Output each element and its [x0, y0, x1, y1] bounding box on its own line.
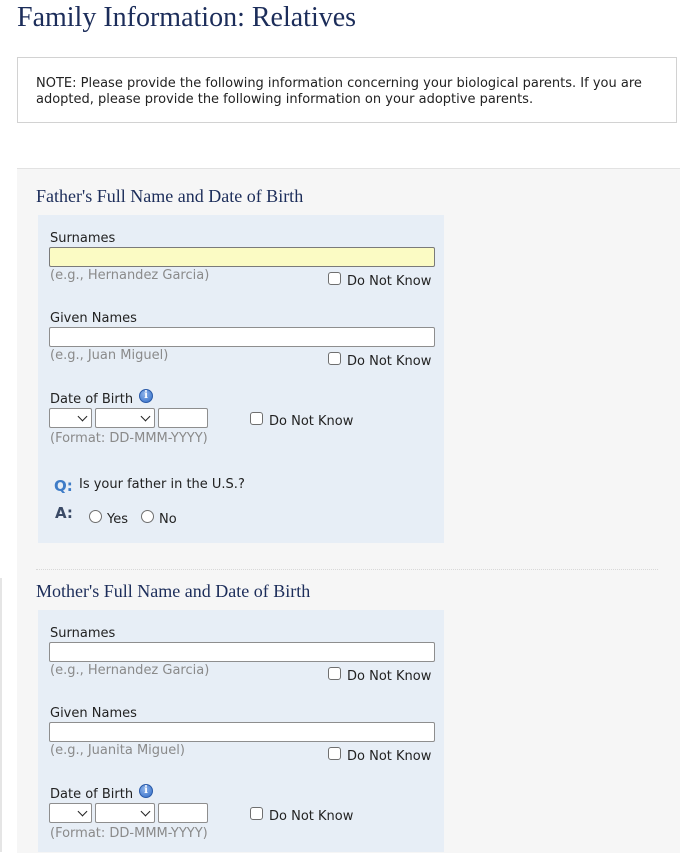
father-panel — [38, 215, 444, 543]
father-surnames-input[interactable] — [49, 247, 435, 267]
father-in-us-question: Is your father in the U.S.? — [79, 477, 245, 492]
chevron-down-icon — [78, 412, 88, 422]
father-in-us-yes-label: Yes — [107, 512, 128, 527]
father-given-do-not-know-label: Do Not Know — [347, 354, 432, 369]
father-surnames-label: Surnames — [50, 231, 116, 246]
chevron-down-icon — [141, 807, 151, 817]
left-edge-divider — [0, 578, 2, 852]
father-given-hint: (e.g., Juan Miguel) — [50, 348, 169, 363]
chevron-down-icon — [78, 807, 88, 817]
father-dob-month-select[interactable] — [95, 408, 155, 428]
mother-given-do-not-know-label: Do Not Know — [347, 749, 432, 764]
section-divider — [36, 569, 658, 570]
mother-given-names-input[interactable] — [49, 722, 435, 742]
father-dob-do-not-know-label: Do Not Know — [269, 414, 354, 429]
note-box — [17, 57, 677, 123]
father-dob-format: (Format: DD-MMM-YYYY) — [50, 431, 208, 446]
father-given-names-input[interactable] — [49, 327, 435, 347]
page-title: Family Information: Relatives — [17, 2, 357, 33]
note-text: NOTE: Please provide the following information concerning your biological parents. If you are adopted, please provide the following information on your adoptive parents. — [36, 76, 642, 107]
info-icon[interactable]: i — [139, 784, 153, 798]
mother-panel — [38, 610, 444, 852]
mother-dob-format: (Format: DD-MMM-YYYY) — [50, 826, 208, 841]
father-surnames-hint: (e.g., Hernandez Garcia) — [50, 268, 210, 283]
father-surnames-do-not-know-label: Do Not Know — [347, 274, 432, 289]
mother-given-hint: (e.g., Juanita Miguel) — [50, 743, 185, 758]
mother-given-do-not-know-checkbox[interactable] — [328, 747, 341, 760]
father-given-do-not-know-checkbox[interactable] — [328, 352, 341, 365]
father-in-us-no-label: No — [159, 512, 177, 527]
mother-surnames-hint: (e.g., Hernandez Garcia) — [50, 663, 210, 678]
father-heading: Father's Full Name and Date of Birth — [36, 186, 304, 206]
answer-a-label: A: — [55, 504, 73, 522]
father-dob-label: Date of Birth — [50, 392, 134, 407]
father-surnames-do-not-know-checkbox[interactable] — [328, 272, 341, 285]
question-q-label: Q: — [54, 477, 73, 495]
mother-surnames-input[interactable] — [49, 642, 435, 662]
mother-dob-month-select[interactable] — [95, 803, 155, 823]
father-in-us-yes-radio[interactable] — [89, 510, 102, 523]
mother-dob-year-input[interactable] — [158, 803, 208, 823]
mother-dob-do-not-know-label: Do Not Know — [269, 809, 354, 824]
father-dob-day-select[interactable] — [49, 408, 92, 428]
father-dob-do-not-know-checkbox[interactable] — [250, 412, 263, 425]
mother-surnames-do-not-know-label: Do Not Know — [347, 669, 432, 684]
mother-surnames-label: Surnames — [50, 626, 116, 641]
mother-given-label: Given Names — [50, 706, 137, 721]
mother-heading: Mother's Full Name and Date of Birth — [36, 581, 311, 601]
father-dob-year-input[interactable] — [158, 408, 208, 428]
info-icon[interactable]: i — [139, 389, 153, 403]
chevron-down-icon — [141, 412, 151, 422]
mother-dob-do-not-know-checkbox[interactable] — [250, 807, 263, 820]
father-in-us-no-radio[interactable] — [141, 510, 154, 523]
mother-dob-label: Date of Birth — [50, 787, 134, 802]
mother-surnames-do-not-know-checkbox[interactable] — [328, 667, 341, 680]
father-given-label: Given Names — [50, 311, 137, 326]
mother-dob-day-select[interactable] — [49, 803, 92, 823]
